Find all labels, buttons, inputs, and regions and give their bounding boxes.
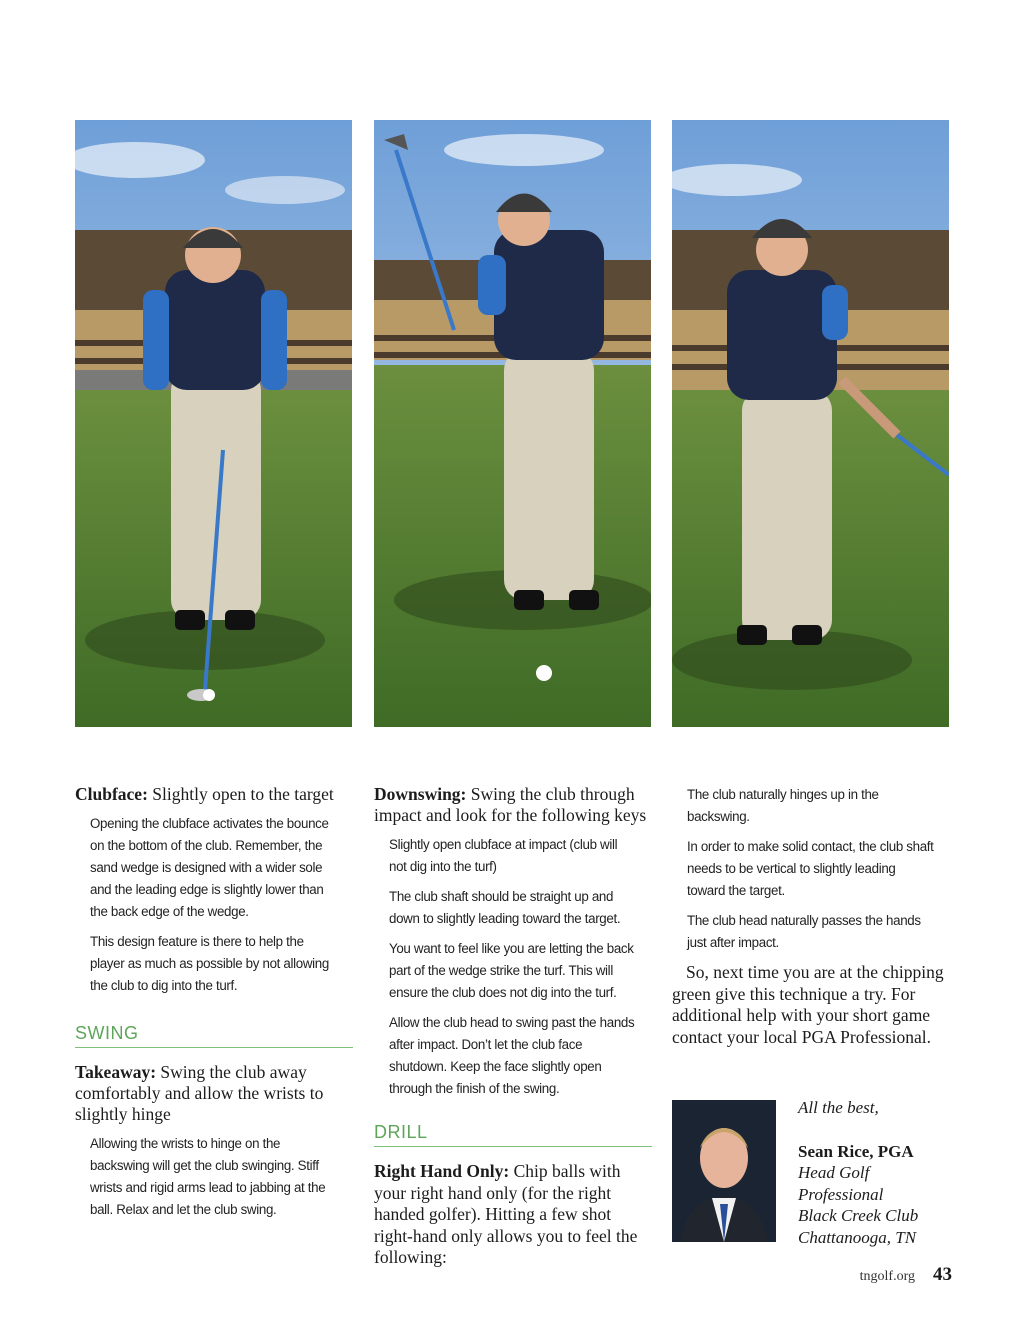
feel-point-2: In order to make solid contact, the club shaft needs to be vertical to slightly leading toward the target. bbox=[687, 839, 934, 899]
clubface-paragraph-2: This design feature is there to help the player as much as possible by not allowing the club to dig into the turf. bbox=[90, 934, 329, 994]
column-1 bbox=[75, 784, 353, 1229]
downswing-key-2: The club shaft should be straight up and down to slightly leading toward the target. bbox=[389, 889, 621, 927]
page-footer bbox=[860, 1264, 952, 1286]
downswing-key-3: You want to feel like you are letting the back part of the wedge strike the turf. This will ensure the club does not dig into the turf. bbox=[389, 941, 634, 1001]
signature-club: Black Creek Club bbox=[798, 1206, 919, 1225]
drill-text: Right Hand Only: Chip balls with your right hand only (for the right handed golfer). Hitting a few shot right-hand only allows you to feel the following: bbox=[374, 1161, 638, 1267]
closing-paragraph: So, next time you are at the chipping green give this technique a try. For additional help with your short game contact your local PGA Professional. bbox=[672, 962, 944, 1047]
signature-title-2: Professional bbox=[798, 1184, 884, 1204]
feel-point-3: The club head naturally passes the hands just after impact. bbox=[687, 913, 921, 951]
feel-point-1: The club naturally hinges up in the backswing. bbox=[687, 787, 879, 825]
clubface-paragraph-1: Opening the clubface activates the bounce on the bottom of the club. Remember, the sand wedge is designed with a wider sole and the leading edge is slightly lower than the back edge of the wedge. bbox=[90, 816, 329, 920]
takeaway-paragraph: Allowing the wrists to hinge on the backswing will get the club swinging. Stiff wrists and rigid arms lead to jabbing at the ball. Relax and let the club swing. bbox=[90, 1136, 326, 1218]
downswing-heading: Downswing: Swing the club through impact and look for the following keys bbox=[374, 784, 647, 825]
signature-city: Chattanooga, TN bbox=[798, 1227, 917, 1247]
author-headshot bbox=[672, 1100, 776, 1242]
clubface-heading: Clubface: Slightly open to the target bbox=[75, 784, 334, 804]
signature-greeting: All the best, bbox=[798, 1098, 879, 1117]
swing-section-heading: SWING bbox=[75, 1023, 353, 1048]
photo-backswing bbox=[374, 120, 651, 727]
signature-name: Sean Rice, PGA bbox=[798, 1141, 914, 1161]
takeaway-heading: Takeaway: Swing the club away comfortably and allow the wrists to slightly hinge bbox=[75, 1062, 324, 1124]
column-3 bbox=[672, 784, 950, 1048]
column-2 bbox=[374, 784, 652, 1269]
downswing-key-4: Allow the club head to swing past the hands after impact. Don’t let the club face shutdown. Keep the face slightly open through the finish of the swing. bbox=[389, 1015, 635, 1097]
drill-section-heading: DRILL bbox=[374, 1122, 652, 1147]
photo-address bbox=[75, 120, 352, 727]
footer-site: tngolf.org bbox=[859, 1269, 915, 1284]
photo-impact bbox=[672, 120, 949, 727]
signature-title-1: Head Golf bbox=[798, 1163, 870, 1182]
page-number: 43 bbox=[933, 1264, 952, 1285]
downswing-key-1: Slightly open clubface at impact (club will not dig into the turf) bbox=[389, 837, 618, 875]
signature-block bbox=[798, 1097, 958, 1248]
